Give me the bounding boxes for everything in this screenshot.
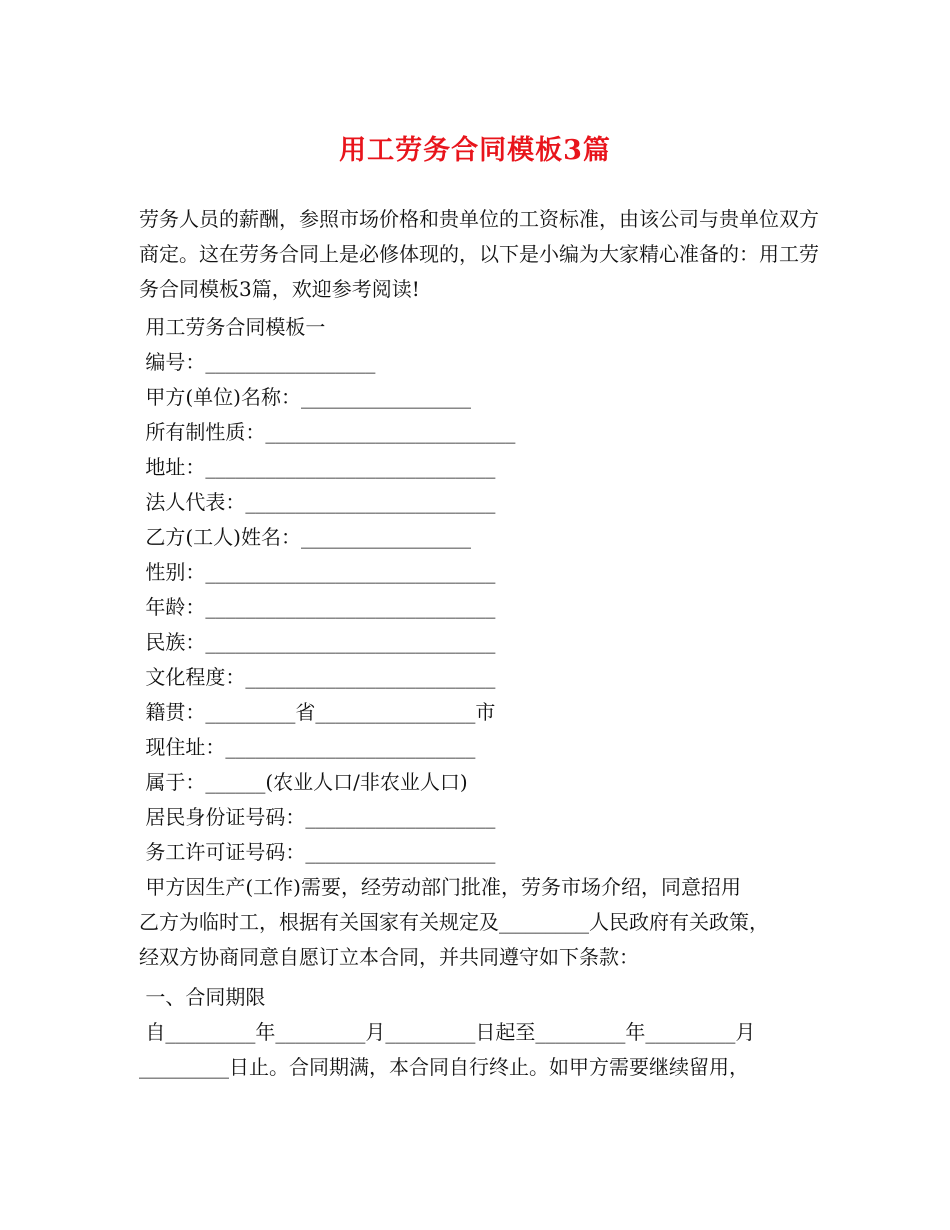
text-line: 用工劳务合同模板一 [139,315,326,339]
text-line: 甲方(单位)名称：_________________ [139,385,471,409]
section-heading: 一、合同期限 [139,985,266,1009]
text-line: 甲方因生产(工作)需要，经劳动部门批准，劳务市场介绍，同意招用 [139,875,741,899]
text-line: _________日止。合同期满，本合同自行终止。如甲方需要继续留用， [139,1055,749,1079]
text-line: 民族：_____________________________ [139,630,496,654]
text-line: 经双方协商同意自愿订立本合同，并共同遵守如下条款： [139,945,639,969]
intro-paragraph: 劳务人员的薪酬，参照市场价格和贵单位的工资标准，由该公司与贵单位双方商定。这在劳务合同上是必修体现的，以下是小编为大家精心准备的：用工劳务合同模板3篇，欢迎参考阅读! [139,207,819,301]
text-line: 乙方(工人)姓名：_________________ [139,525,471,549]
text-line: 属于：______(农业人口/非农业人口) [139,770,468,794]
text-line: 务工许可证号码：___________________ [139,840,496,864]
text-line: 地址：_____________________________ [139,455,496,479]
text-line: 居民身份证号码：___________________ [139,805,496,829]
text-line: 年龄：_____________________________ [139,595,496,619]
text-line: 文化程度：_________________________ [139,665,496,689]
text-line: 编号：_________________ [139,350,376,374]
text-line: 现住址：_________________________ [139,735,476,759]
text-line: 自_________年_________月_________日起至_________年_________月 [139,1020,756,1044]
text-line: 性别：_____________________________ [139,560,496,584]
text-line: 所有制性质：_________________________ [139,420,516,444]
text-line: 乙方为临时工，根据有关国家有关规定及_________人民政府有关政策， [139,910,769,934]
text-line: 籍贯：_________省________________市 [139,700,496,724]
document-title: 用工劳务合同模板3篇 [339,135,611,166]
text-line: 法人代表：_________________________ [139,490,496,514]
